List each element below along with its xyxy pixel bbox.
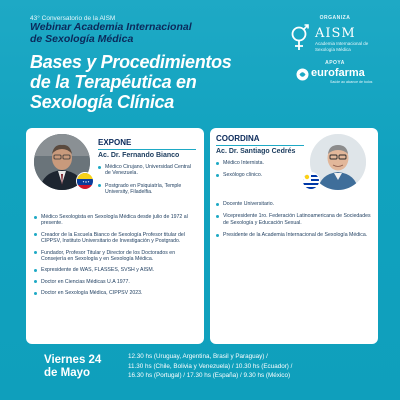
webinar-title-line1: Webinar Academia Internacional <box>30 21 192 33</box>
main-title-line2: de la Terapéutica en <box>30 72 197 92</box>
event-date-line2: de Mayo <box>44 367 91 379</box>
schedule-line: 16.30 hs (Portugal) / 17.30 hs (España) / 9.30 hs (México) <box>128 372 291 379</box>
event-date-line1: Viernes 24 <box>44 354 102 366</box>
list-item: Médico Internista. <box>216 160 304 166</box>
list-item: Doctor en Sexología Médica, CIPPSV 2023. <box>34 290 199 296</box>
main-title <box>30 52 280 112</box>
list-item: Médico Cirujano, Universidad Central de Venezuela. <box>98 164 198 177</box>
coordina-bullets <box>216 160 304 185</box>
list-item: Expresidente de WAS, FLASSES, SVSH y AISM. <box>34 267 199 273</box>
webinar-title-line2: de Sexología Médica <box>30 32 134 45</box>
eurofarma-symbol-icon <box>296 68 309 81</box>
list-item: Sexólogo clínico. <box>216 172 304 178</box>
coordina-bottom-bullets <box>216 201 372 245</box>
expone-top-bullets <box>98 164 198 202</box>
aism-name: AISM <box>315 26 356 41</box>
aism-symbol-icon <box>287 24 311 54</box>
event-date <box>44 354 101 380</box>
main-title-line1: Bases y Procedimientos <box>30 52 232 72</box>
venezuela-flag-icon <box>76 172 94 190</box>
expone-bullets <box>34 214 199 302</box>
role-divider <box>98 149 196 150</box>
list-item: Vicepresidente 1ro. Federación Latinoamericana de Sociedades de Sexología y Educación Sexual. <box>216 213 372 226</box>
event-schedule <box>128 352 396 381</box>
list-item: Doctor en Ciencias Médicas U.A 1977. <box>34 279 199 285</box>
series-label: 43° Conversatorio de la AISM <box>30 15 116 22</box>
main-title-line3: Sexología Clínica <box>30 92 174 112</box>
list-item: Postgrado en Psiquiatría, Temple University, Filadelfia. <box>98 183 198 196</box>
expone-card <box>26 128 204 344</box>
list-item: Creador de la Escuela Bianco de Sexología Profesor titular del CIPPSV, Instituto Universitario de Investigación y Postgrado. <box>34 232 199 245</box>
eurofarma-name: eurofarma <box>311 67 365 79</box>
organiza-label: ORGANIZA <box>319 15 351 21</box>
list-item: Docente Universitario. <box>216 201 372 207</box>
expone-role: EXPONE <box>98 138 132 147</box>
uruguay-flag-icon <box>302 172 320 190</box>
schedule-line: 12.30 hs (Uruguay, Argentina, Brasil y Paraguay) / <box>128 353 268 360</box>
list-item: Fundador, Profesor Titular y Director de los Doctorados en Consejería en Sexología y en Sexología Médica. <box>34 250 199 263</box>
schedule-line: 11.30 hs (Chile, Bolivia y Venezuela) / 10.30 hs (Ecuador) / <box>128 362 293 370</box>
list-item: Presidente de la Academia Internacional de Sexología Médica. <box>216 232 372 238</box>
eurofarma-logo <box>296 67 386 85</box>
list-item: Médico Sexologista en Sexología Médica desde julio de 1972 al presente. <box>34 214 199 227</box>
aism-logo <box>287 24 387 56</box>
aism-subtitle: Academia Internacional de Sexología Médica <box>315 41 369 52</box>
eurofarma-tagline: Saúde ao alcance de todos <box>330 80 373 84</box>
role-divider <box>216 145 304 146</box>
coordina-role: COORDINA <box>216 134 260 143</box>
apoya-label: APOYA <box>325 60 345 66</box>
coordina-card <box>210 128 378 344</box>
expone-name: Ac. Dr. Fernando Bianco <box>98 152 180 159</box>
webinar-title <box>30 22 260 45</box>
coordina-name: Ac. Dr. Santiago Cedrés <box>216 148 296 155</box>
